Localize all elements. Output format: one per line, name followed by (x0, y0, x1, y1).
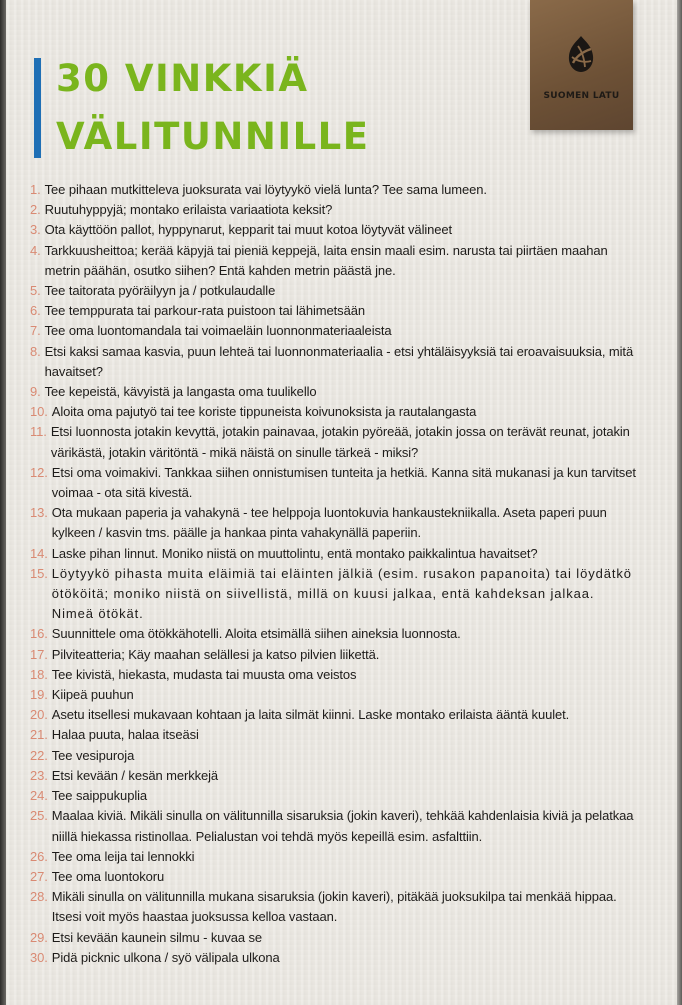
list-item (30, 180, 640, 200)
page-title-line-2: VÄLITUNNILLE (56, 115, 370, 158)
list-item (30, 422, 640, 462)
tip-number: 2. (30, 202, 41, 218)
tip-number: 22. (30, 747, 48, 763)
tip-text: Tee pihaan mutkitteleva juoksurata vai löytyykö vielä lunta? Tee sama lumeen. (44, 182, 487, 197)
list-item (30, 200, 640, 220)
tip-text: Halaa puuta, halaa itseäsi (51, 727, 199, 743)
list-item (30, 948, 640, 968)
list-item (30, 645, 640, 665)
tip-number: 27. (30, 868, 48, 884)
tip-text: Tee temppurata tai parkour-rata puistoon tai lähimetsään (44, 303, 365, 319)
tip-text: Mikäli sinulla on välitunnilla mukana sisaruksia (jokin kaveri), pitäkää juoksukilpa tai menkää hippaa. Itsesi voit myös haastaa juoksussa kelloa vastaan. (51, 889, 617, 925)
tip-text: Tee kepeistä, kävyistä ja langasta oma tuulikello (44, 384, 317, 400)
tip-number: 28. (30, 889, 48, 905)
list-item (30, 766, 640, 786)
tip-number: 9. (30, 384, 41, 400)
tip-text: Tee vesipuroja (51, 747, 135, 763)
tip-number: 14. (30, 545, 48, 561)
tip-text: Aloita oma pajutyö tai tee koriste tippuneista koivunoksista ja rautalangasta (51, 404, 477, 420)
tip-number: 5. (30, 283, 41, 299)
tip-number: 19. (30, 687, 48, 703)
tip-text: Tarkkuusheittoa; kerää käpyjä tai pieniä keppejä, laita ensin maali esim. narusta tai piirtäen maahan metrin päähän, osutko siihen? Entä kahden metrin päästä jne. (44, 242, 608, 278)
list-item (30, 685, 640, 705)
tip-text: Etsi kaksi samaa kasvia, puun lehteä tai luonnonmateriaalia - etsi yhtäläisyyksiä tai eroavaisuuksia, mitä havaitset? (44, 343, 634, 379)
tip-text: Tee oma luontomandala tai voimaeläin luonnonmateriaaleista (44, 323, 392, 339)
list-item (30, 705, 640, 725)
tip-text: Tee saippukuplia (51, 788, 148, 804)
tip-number: 21. (30, 727, 48, 743)
tip-text: Pidä picknic ulkona / syö välipala ulkona (51, 949, 280, 965)
list-item (30, 665, 640, 685)
tip-text: Tee oma luontokoru (51, 868, 165, 884)
tip-number: 24. (30, 788, 48, 804)
tip-number: 3. (30, 222, 41, 238)
list-item (30, 847, 640, 867)
tip-number: 30. (30, 949, 48, 965)
tip-number: 23. (30, 767, 48, 783)
list-item (30, 928, 640, 948)
tip-text: Pilviteatteria; Käy maahan selällesi ja katso pilvien liikettä. (51, 646, 380, 662)
logo-text: SUOMEN LATU (543, 91, 620, 101)
list-item (30, 725, 640, 745)
tips-list (30, 180, 640, 968)
list-item (30, 867, 640, 887)
tip-number: 7. (30, 323, 41, 339)
suomen-latu-logo (530, 0, 633, 130)
photo-frame-left-edge (0, 0, 6, 1005)
list-item (30, 281, 640, 301)
tip-number: 25. (30, 808, 48, 824)
list-item (30, 321, 640, 341)
tip-number: 16. (30, 626, 48, 642)
tip-text: Tee oma leija tai lennokki (51, 848, 195, 864)
tip-number: 12. (30, 464, 48, 480)
tip-number: 6. (30, 303, 41, 319)
tip-text: Ruutuhyppyjä; montako erilaista variaatiota keksit? (44, 202, 333, 218)
tip-number: 13. (30, 505, 48, 521)
list-item (30, 382, 640, 402)
list-item (30, 503, 640, 543)
tip-text: Etsi kevään kaunein silmu - kuvaa se (51, 929, 263, 945)
photo-frame-right-edge (677, 0, 682, 1005)
list-item (30, 301, 640, 321)
tip-text: Kiipeä puuhun (51, 687, 134, 703)
list-item (30, 806, 640, 846)
list-item (30, 342, 640, 382)
tip-number: 17. (30, 646, 48, 662)
tip-text: Ota mukaan paperia ja vahakynä - tee helppoja luontokuvia hankaustekniikalla. Aseta paperi puun kylkeen / kasvin tms. päälle ja hankaa pinta vahakynällä paperiin. (51, 505, 607, 541)
page-title-line-1: 30 VINKKIÄ (56, 57, 309, 100)
list-item (30, 220, 640, 240)
list-item (30, 786, 640, 806)
tip-text: Löytyykö pihasta muita eläimiä tai eläinten jälkiä (esim. rusakon papanoita) tai löydätkö ötököitä; moniko niistä on siivellistä, millä on kuusi jalkaa, entä kahdeksan jalkaa. Nimeä ötökät. (51, 565, 632, 622)
tip-text: Suunnittele oma ötökkähotelli. Aloita etsimällä siihen aineksia luonnosta. (51, 626, 461, 642)
list-item (30, 564, 640, 625)
list-item (30, 887, 640, 927)
tip-text: Tee taitorata pyöräilyyn ja / potkulaudalle (44, 283, 276, 299)
tip-number: 26. (30, 848, 48, 864)
tip-text: Etsi kevään / kesän merkkejä (51, 767, 219, 783)
list-item (30, 402, 640, 422)
list-item (30, 746, 640, 766)
tip-number: 18. (30, 666, 48, 682)
tip-number: 4. (30, 242, 41, 258)
list-item (30, 624, 640, 644)
tip-text: Asetu itsellesi mukavaan kohtaan ja laita silmät kiinni. Laske montako erilaista ääntä kuulet. (51, 707, 570, 723)
tip-number: 20. (30, 707, 48, 723)
list-item (30, 544, 640, 564)
tip-text: Etsi luonnosta jotakin kevyttä, jotakin painavaa, jotakin pyöreää, jotakin jossa on terävät reunat, jotakin värikästä, jotakin väritöntä - mikä näistä on sinulle tärkeä - miksi? (50, 424, 630, 460)
title-accent-bar (34, 58, 41, 158)
tip-text: Maalaa kiviä. Mikäli sinulla on välitunnilla sisaruksia (jokin kaveri), tehkää kahdenlaisia kiviä ja pelatkaa niillä hiekassa ristinollaa. Pelialustan voi tehdä myös kepeillä esim. asfalttiin. (51, 808, 634, 844)
tip-number: 29. (30, 929, 48, 945)
tip-number: 11. (30, 424, 47, 440)
tip-number: 1. (30, 182, 41, 197)
list-item (30, 241, 640, 281)
tip-text: Etsi oma voimakivi. Tankkaa siihen onnistumisen tunteita ja hetkiä. Kanna sitä mukanasi ja kun tarvitset voimaa - ota sitä kivestä. (51, 464, 636, 501)
list-item (30, 463, 640, 503)
tip-number: 15. (30, 565, 48, 581)
suomen-latu-emblem-icon (564, 34, 598, 74)
tip-text: Laske pihan linnut. Moniko niistä on muuttolintu, entä montako paikkalintua havaitset? (51, 545, 538, 561)
tip-text: Tee kivistä, hiekasta, mudasta tai muusta oma veistos (51, 666, 357, 682)
tip-text: Ota käyttöön pallot, hyppynarut, kepparit tai muut kotoa löytyvät välineet (44, 222, 453, 238)
tip-number: 10. (30, 404, 48, 420)
tip-number: 8. (30, 343, 41, 359)
